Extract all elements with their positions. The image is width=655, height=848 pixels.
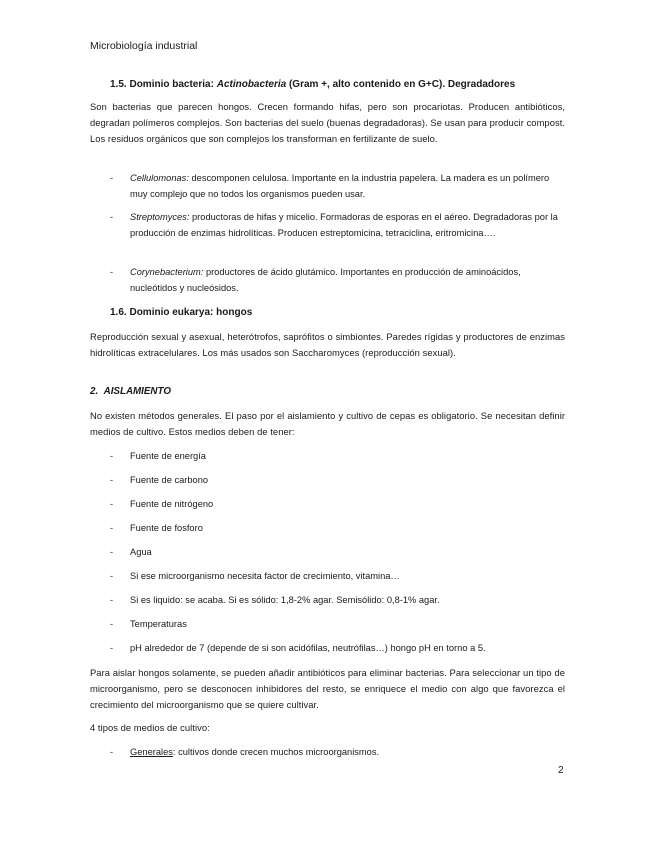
list-item xyxy=(110,568,560,584)
medium-text: Agua xyxy=(130,547,152,557)
bullet-dash: - xyxy=(110,643,114,653)
medium-text: Temperaturas xyxy=(130,619,187,629)
bullet-dash: - xyxy=(110,571,114,581)
heading-number: 1.5. xyxy=(110,79,127,90)
list-item xyxy=(110,448,560,464)
bacteria-name: Corynebacterium: xyxy=(130,267,204,277)
medium-text: pH alrededor de 7 (depende de si son acidófilas, neutrófilas…) hongo pH en torno a 5. xyxy=(130,643,486,653)
list-item xyxy=(110,744,560,760)
list-item xyxy=(110,264,560,296)
list-item xyxy=(110,544,560,560)
bullet-dash: - xyxy=(110,173,114,183)
heading-1-5 xyxy=(110,79,515,90)
heading-label: Dominio eukarya: hongos xyxy=(129,307,253,318)
bacteria-text: productores de ácido glutámico. Importantes en producción de aminoácidos, nucleótidos y nucleósidos. xyxy=(130,267,521,293)
bullet-dash: - xyxy=(110,267,114,277)
bacteria-name: Streptomyces: xyxy=(130,212,190,222)
heading-number: 1.6. xyxy=(110,307,127,318)
paragraph-hongos-aislar: Para aislar hongos solamente, se pueden añadir antibióticos para eliminar bacterias. Para seleccionar un tipo de microorganismo, pero se desconocen inhibidores del resto, se enriquece el medio con algo que favorezca el crecimiento del microorganismo que se quiere cultivar. xyxy=(90,667,565,710)
list-item xyxy=(110,520,560,536)
bullet-dash: - xyxy=(110,547,114,557)
medium-text: Fuente de fosforo xyxy=(130,523,203,533)
medium-text: Fuente de energía xyxy=(130,451,206,461)
bullet-dash: - xyxy=(110,499,114,509)
heading-rest: (Gram +, alto contenido en G+C). Degradadores xyxy=(288,79,516,90)
list-item xyxy=(110,616,560,632)
medium-text: Fuente de carbono xyxy=(130,475,209,485)
bullet-dash: - xyxy=(110,451,114,461)
type-text: : cultivos donde crecen muchos microorganismos. xyxy=(172,747,380,757)
bullet-dash: - xyxy=(110,747,114,757)
paragraph-hongos: Reproducción sexual y asexual, heterótrofos, saprófitos o simbiontes. Paredes rígidas y productores de enzimas hidrolíticas extracelulares. Los más usados son Saccharomyces (reproducción sexual). xyxy=(90,331,565,358)
paragraph-actinobacteria: Son bacterias que parecen hongos. Crecen formando hifas, pero son procariotas. Producen antibióticos, degradan polímeros complejos. Son bacterias del suelo (buenas degradadoras). Se usan para producir compost. Los residuos orgánicos que son complejos los transforman en fertilizante de suelo. xyxy=(90,101,565,144)
bullet-dash: - xyxy=(110,212,114,222)
section-title: AISLAMIENTO xyxy=(103,386,171,397)
heading-1-6 xyxy=(110,307,252,318)
list-item xyxy=(110,170,560,202)
list-item xyxy=(110,592,560,608)
heading-label: Dominio bacteria: xyxy=(129,79,214,90)
paragraph-aislamiento: No existen métodos generales. El paso por el aislamiento y cultivo de cepas es obligatorio. Se necesitan definir medios de cultivo. Estos medios deben de tener: xyxy=(90,410,565,437)
list-item xyxy=(110,472,560,488)
bullet-dash: - xyxy=(110,523,114,533)
bacteria-text: productoras de hifas y micelio. Formadoras de esporas en el aéreo. Degradadoras por la producción de enzimas hidrolíticas. Producen estreptomicina, tetraciclina, eritromicina…. xyxy=(130,212,558,238)
bullet-dash: - xyxy=(110,595,114,605)
medium-text: Si ese microorganismo necesita factor de crecimiento, vitamina… xyxy=(130,571,400,581)
bacteria-name: Cellulomonas: xyxy=(130,173,189,183)
list-item xyxy=(110,640,560,656)
paragraph-tipos: 4 tipos de medios de cultivo: xyxy=(90,722,210,733)
bacteria-text: descomponen celulosa. Importante en la industria papelera. La madera es un polímero muy complejo que no todos los organismos pueden usar. xyxy=(130,173,550,199)
section-number: 2. xyxy=(90,386,99,397)
heading-italic: Actinobacteria xyxy=(216,79,287,90)
page-header: Microbiología industrial xyxy=(90,40,198,52)
medium-text: Si es liquido: se acaba. Si es sólido: 1,8-2% agar. Semisólido: 0,8-1% agar. xyxy=(130,595,440,605)
type-name: Generales xyxy=(130,747,173,757)
section-2-heading xyxy=(90,386,171,397)
list-item xyxy=(110,496,560,512)
medium-text: Fuente de nitrógeno xyxy=(130,499,214,509)
bullet-dash: - xyxy=(110,475,114,485)
page-number: 2 xyxy=(558,765,564,776)
bullet-dash: - xyxy=(110,619,114,629)
list-item xyxy=(110,209,560,241)
